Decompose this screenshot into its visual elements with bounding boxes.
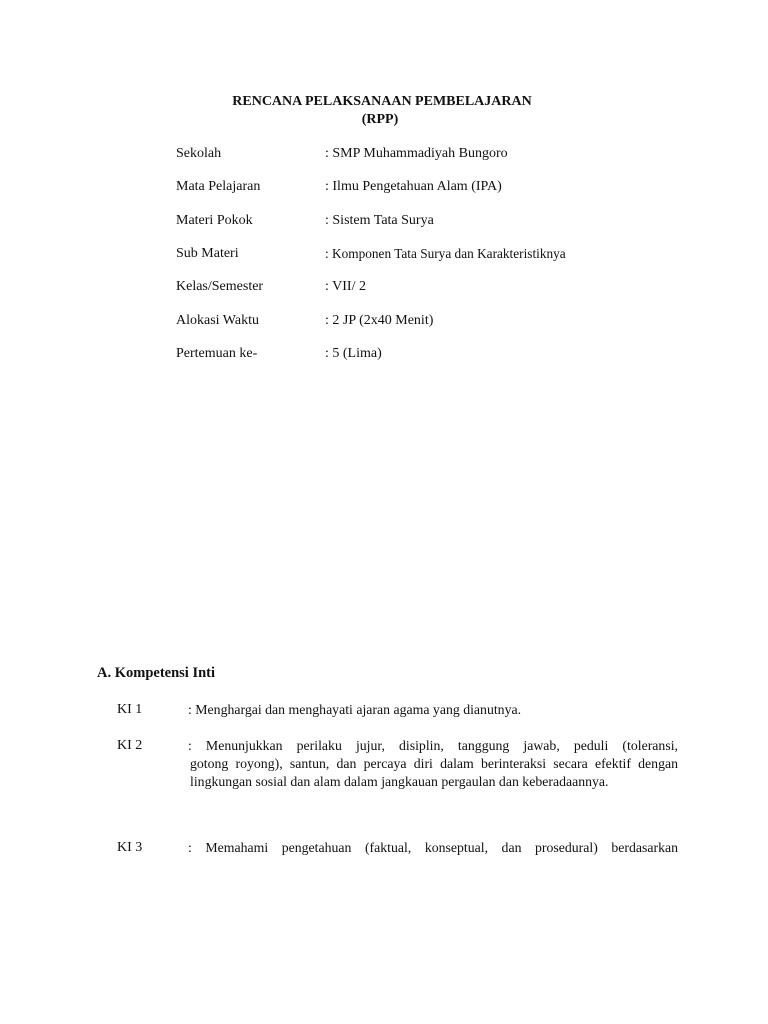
ki-text-continuation: gotong royong), santun, dan percaya diri dalam berinteraksi secara efektif dengan lingkungan sosial dan alam dalam jangkauan pergaulan dan keberadaannya. [190,756,678,789]
info-label: Pertemuan ke- [176,346,258,361]
info-label: Materi Pokok [176,213,253,228]
info-label: Sub Materi [176,246,239,261]
info-value: : Ilmu Pengetahuan Alam (IPA) [325,179,502,194]
info-value: : 2 JP (2x40 Menit) [325,313,434,328]
info-label: Sekolah [176,146,222,161]
info-label: Alokasi Waktu [176,313,259,328]
info-value: : 5 (Lima) [325,346,382,361]
document-subtitle: (RPP) [361,112,399,127]
info-label: Mata Pelajaran [176,179,261,194]
info-value: : VII/ 2 [325,279,366,294]
info-value: : SMP Muhammadiyah Bungoro [325,146,508,161]
info-value: : Sistem Tata Surya [325,213,434,228]
ki-text-line1: : Menunjukkan perilaku jujur, disiplin, tanggung jawab, peduli (toleransi, [188,738,678,753]
ki-label: KI 3 [117,840,143,855]
ki-text: : Memahami pengetahuan (faktual, konseptual, dan prosedural) berdasarkan [188,840,678,855]
ki-text: : Menghargai dan menghayati ajaran agama yang dianutnya. [188,702,522,717]
ki-label: KI 1 [117,702,143,717]
info-value: : Komponen Tata Surya dan Karakteristiknya [325,246,566,261]
info-label: Kelas/Semester [176,279,264,294]
section-heading-kompetensi-inti: A. Kompetensi Inti [97,665,216,681]
ki-label: KI 2 [117,738,143,753]
document-title: RENCANA PELAKSANAAN PEMBELAJARAN [232,94,532,109]
